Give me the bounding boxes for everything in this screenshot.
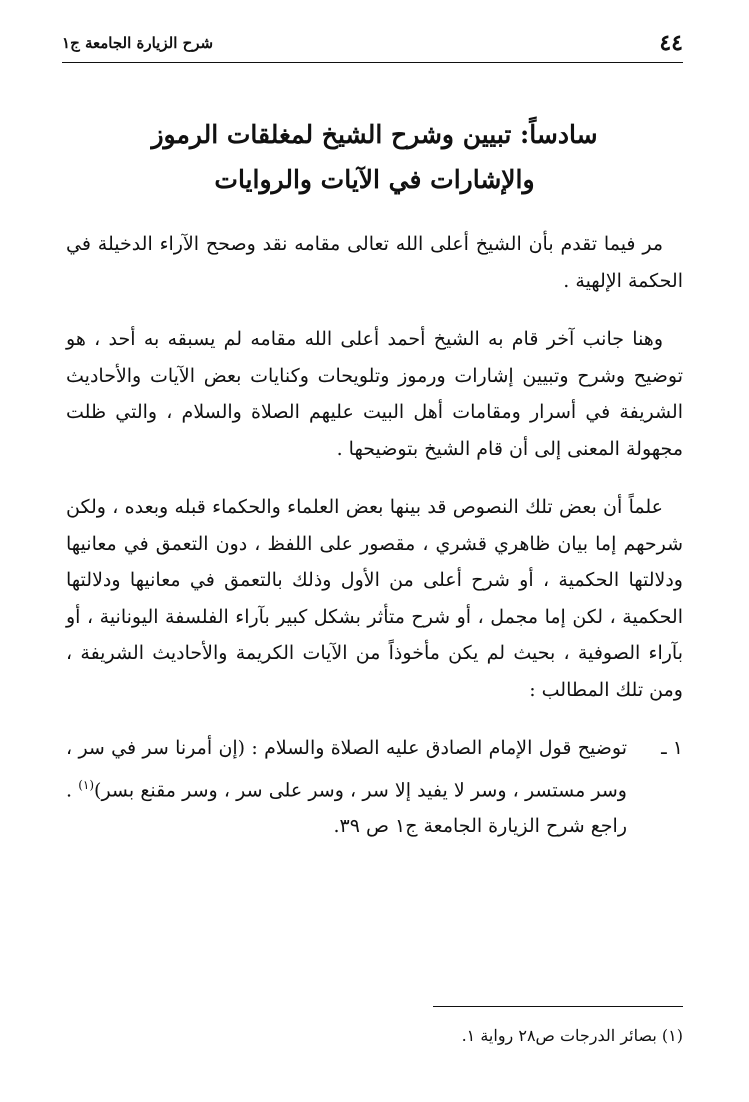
paragraph-2: وهنا جانب آخر قام به الشيخ أحمد أعلى الله مقامه لم يسبقه به أحد ، هو توضيح وشرح وتبيين إشارات ورموز وتلويحات وكنايات بعض الآيات والأحاديث الشريفة في أسرار ومقامات أهل البيت عليهم الصلاة والسلام ، والتي ظلت مجهولة المعنى إلى أن قام الشيخ بتوضيحها . <box>66 328 683 460</box>
running-header <box>62 28 683 63</box>
page-number: ٤٤ <box>659 30 683 56</box>
book-title: شرح الزيارة الجامعة ج١ <box>62 34 214 52</box>
footnote: (١) بصائر الدرجات ص٢٨ رواية ١. <box>461 1026 683 1045</box>
paragraph-1: مر فيما تقدم بأن الشيخ أعلى الله تعالى مقامه نقد وصحح الآراء الدخيلة في الحكمة الإلهية . <box>66 233 683 292</box>
body-text <box>66 226 683 845</box>
list-item-number: ١ ـ <box>661 737 683 759</box>
footnote-reference[interactable]: (١) <box>78 777 95 792</box>
section-title-line-2: والإشارات في الآيات والروايات <box>214 165 535 194</box>
list-item-text: توضيح قول الإمام الصادق عليه الصلاة والسلام : (إن أمرنا سر في سر ، وسر مستسر ، وسر لا يفيد إلا سر ، وسر على سر ، وسر مقنع بسر)$^{(١)}$ . راجع شرح الزيارة الجامعة ج١ ص ٣٩. <box>66 737 627 838</box>
section-title <box>66 112 683 202</box>
paragraph-3: علماً أن بعض تلك النصوص قد بينها بعض العلماء والحكماء قبله وبعده ، ولكن شرحهم إما بيان ظاهري قشري ، مقصور على اللفظ ، دون التعمق في معانيها ودلالتها الحكمية ، أو شرح أعلى من الأول وذلك بالتعمق في معانيها ودلالتها الحكمية ، لكن إما مجمل ، أو شرح متأثر بشكل كبير بآراء الفلسفة اليونانية ، أو بآراء الصوفية ، بحيث لم يكن مأخوذاً من الآيات الكريمة والأحاديث الشريفة ، ومن تلك المطالب : <box>66 496 683 701</box>
section-title-line-1: سادساً: تبيين وشرح الشيخ لمغلقات الرموز <box>151 120 598 149</box>
footnote-divider <box>433 1006 683 1007</box>
list-item <box>66 730 683 845</box>
